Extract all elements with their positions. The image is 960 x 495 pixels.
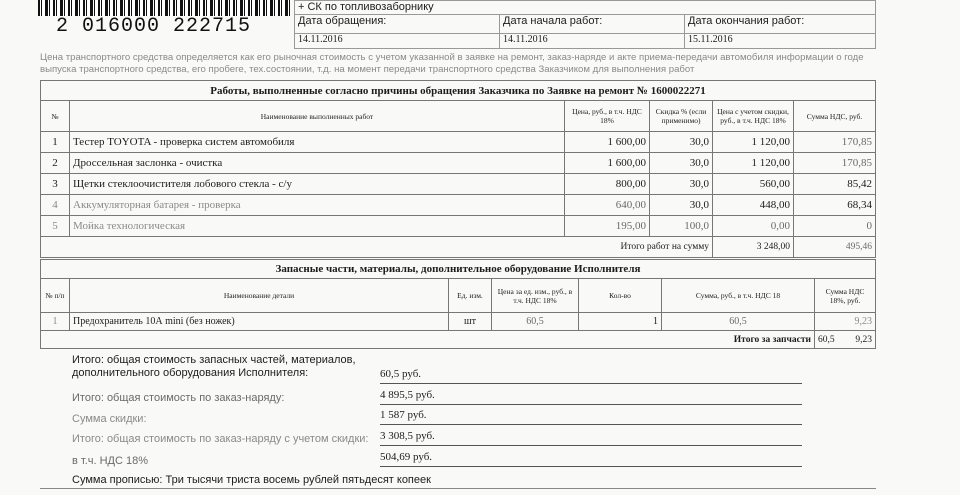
table-row bbox=[41, 153, 876, 174]
work-discount: 100,0 bbox=[650, 216, 713, 237]
work-num: 1 bbox=[41, 132, 70, 153]
parts-caption: Запасные части, материалы, дополнительное оборудование Исполнителя bbox=[41, 260, 876, 279]
summary-total-label: Итого: общая стоимость по заказ-наряду: bbox=[72, 392, 285, 404]
parts-header-price: Цена за ед. изм., руб., в т.ч. НДС 18% bbox=[492, 279, 579, 313]
part-vat: 9,23 bbox=[815, 313, 876, 331]
works-total-row bbox=[41, 237, 876, 258]
work-num: 5 bbox=[41, 216, 70, 237]
works-header-discount: Скидка % (если применимо) bbox=[650, 101, 713, 132]
work-vat: 0 bbox=[794, 216, 876, 237]
work-discount: 30,0 bbox=[650, 132, 713, 153]
work-net: 0,00 bbox=[713, 216, 794, 237]
summary-vat-label: в т.ч. НДС 18% bbox=[72, 455, 149, 467]
summary-discount-value: 1 587 руб. bbox=[380, 409, 802, 425]
intro-paragraph: Цена транспортного средства определяется как его рыночная стоимость с учетом указанной в заявке на ремонт, заказ-наряде и акте приема-передачи автомобиля информации о годе выпуска транспортного средства, его пробеге, тех.состоянии, т.д. на момент передачи транспортного средства Заказчиком для выполнения работ bbox=[40, 52, 864, 75]
works-caption: Работы, выполненные согласно причины обращения Заказчика по Заявке на ремонт № 1600022271 bbox=[41, 81, 876, 101]
work-name: Дроссельная заслонка - очистка bbox=[70, 153, 565, 174]
work-price: 195,00 bbox=[565, 216, 650, 237]
part-name: Предохранитель 10А mini (без ножек) bbox=[70, 313, 449, 331]
work-net: 1 120,00 bbox=[713, 132, 794, 153]
summary-total-value: 4 895,5 руб. bbox=[380, 389, 802, 405]
parts-header-sum: Сумма, руб., в т.ч. НДС 18 bbox=[662, 279, 815, 313]
part-num: 1 bbox=[41, 313, 70, 331]
work-price: 1 600,00 bbox=[565, 153, 650, 174]
parts-header-row bbox=[41, 279, 876, 313]
parts-total-cell bbox=[815, 331, 876, 349]
parts-header-unit: Ед. изм. bbox=[449, 279, 492, 313]
work-discount: 30,0 bbox=[650, 195, 713, 216]
work-discount: 30,0 bbox=[650, 174, 713, 195]
parts-header-num: № п/п bbox=[41, 279, 70, 313]
work-name: Тестер TOYOTA - проверка систем автомобиля bbox=[70, 132, 565, 153]
parts-table bbox=[40, 259, 876, 349]
work-vat: 85,42 bbox=[794, 174, 876, 195]
work-price: 800,00 bbox=[565, 174, 650, 195]
part-qty: 1 bbox=[579, 313, 662, 331]
work-name: Щетки стеклоочистителя лобового стекла - с/у bbox=[70, 174, 565, 195]
summary-discounted-total-label: Итого: общая стоимость по заказ-наряду с учетом скидки: bbox=[72, 433, 369, 445]
work-net: 448,00 bbox=[713, 195, 794, 216]
table-row bbox=[41, 195, 876, 216]
parts-total-vat: 9,23 bbox=[855, 334, 872, 345]
works-header-num: № bbox=[41, 101, 70, 132]
work-name: Мойка технологическая bbox=[70, 216, 565, 237]
work-discount: 30,0 bbox=[650, 153, 713, 174]
works-header-net: Цена с учетом скидки, руб., в т.ч. НДС 18% bbox=[713, 101, 794, 132]
parts-total-sum: 60,5 bbox=[818, 334, 835, 345]
summary-discount-label: Сумма скидки: bbox=[72, 413, 147, 425]
work-net: 560,00 bbox=[713, 174, 794, 195]
summary-parts-value: 60,5 руб. bbox=[380, 368, 802, 384]
part-sum: 60,5 bbox=[662, 313, 815, 331]
summary-in-words: Сумма прописью: Три тысячи триста восемь рублей пятьдесят копеек bbox=[72, 474, 431, 486]
date-request-label: Дата обращения: bbox=[295, 15, 500, 34]
date-request-value: 14.11.2016 bbox=[295, 34, 500, 49]
parts-header-vat: Сумма НДС 18%, руб. bbox=[815, 279, 876, 313]
work-num: 2 bbox=[41, 153, 70, 174]
date-end-value: 15.11.2016 bbox=[685, 34, 876, 49]
table-row bbox=[41, 313, 876, 331]
bottom-divider bbox=[40, 488, 876, 489]
works-header-row bbox=[41, 101, 876, 132]
work-num: 4 bbox=[41, 195, 70, 216]
barcode-image bbox=[38, 0, 290, 16]
work-vat: 170,85 bbox=[794, 153, 876, 174]
works-total-net: 3 248,00 bbox=[713, 237, 794, 258]
work-vat: 170,85 bbox=[794, 132, 876, 153]
part-unit: шт bbox=[449, 313, 492, 331]
work-vat: 68,34 bbox=[794, 195, 876, 216]
header-top-text: + СК по топливозаборнику bbox=[295, 1, 876, 15]
part-price: 60,5 bbox=[492, 313, 579, 331]
table-row bbox=[41, 174, 876, 195]
parts-header-name: Наименование детали bbox=[70, 279, 449, 313]
table-row bbox=[41, 216, 876, 237]
request-header-table bbox=[294, 0, 876, 49]
work-name: Аккумуляторная батарея - проверка bbox=[70, 195, 565, 216]
works-header-price: Цена, руб., в т.ч. НДС 18% bbox=[565, 101, 650, 132]
date-end-label: Дата окончания работ: bbox=[685, 15, 876, 34]
parts-total-label: Итого за запчасти bbox=[662, 331, 815, 349]
works-table bbox=[40, 80, 876, 258]
work-net: 1 120,00 bbox=[713, 153, 794, 174]
parts-header-qty: Кол-во bbox=[579, 279, 662, 313]
summary-discounted-total-value: 3 308,5 руб. bbox=[380, 430, 802, 446]
works-header-name: Наименование выполненных работ bbox=[70, 101, 565, 132]
parts-total-row bbox=[41, 331, 876, 349]
works-total-label: Итого работ на сумму bbox=[565, 237, 713, 258]
summary-vat-value: 504,69 руб. bbox=[380, 451, 802, 467]
table-row bbox=[41, 132, 876, 153]
summary-parts-label: Итого: общая стоимость запасных частей, материалов, дополнительного оборудования Исполнителя: bbox=[72, 354, 356, 379]
works-total-vat: 495,46 bbox=[794, 237, 876, 258]
date-start-value: 14.11.2016 bbox=[500, 34, 685, 49]
work-price: 1 600,00 bbox=[565, 132, 650, 153]
works-header-vat: Сумма НДС, руб. bbox=[794, 101, 876, 132]
work-price: 640,00 bbox=[565, 195, 650, 216]
barcode-number: 2 016000 222715 bbox=[56, 15, 252, 38]
date-start-label: Дата начала работ: bbox=[500, 15, 685, 34]
work-num: 3 bbox=[41, 174, 70, 195]
